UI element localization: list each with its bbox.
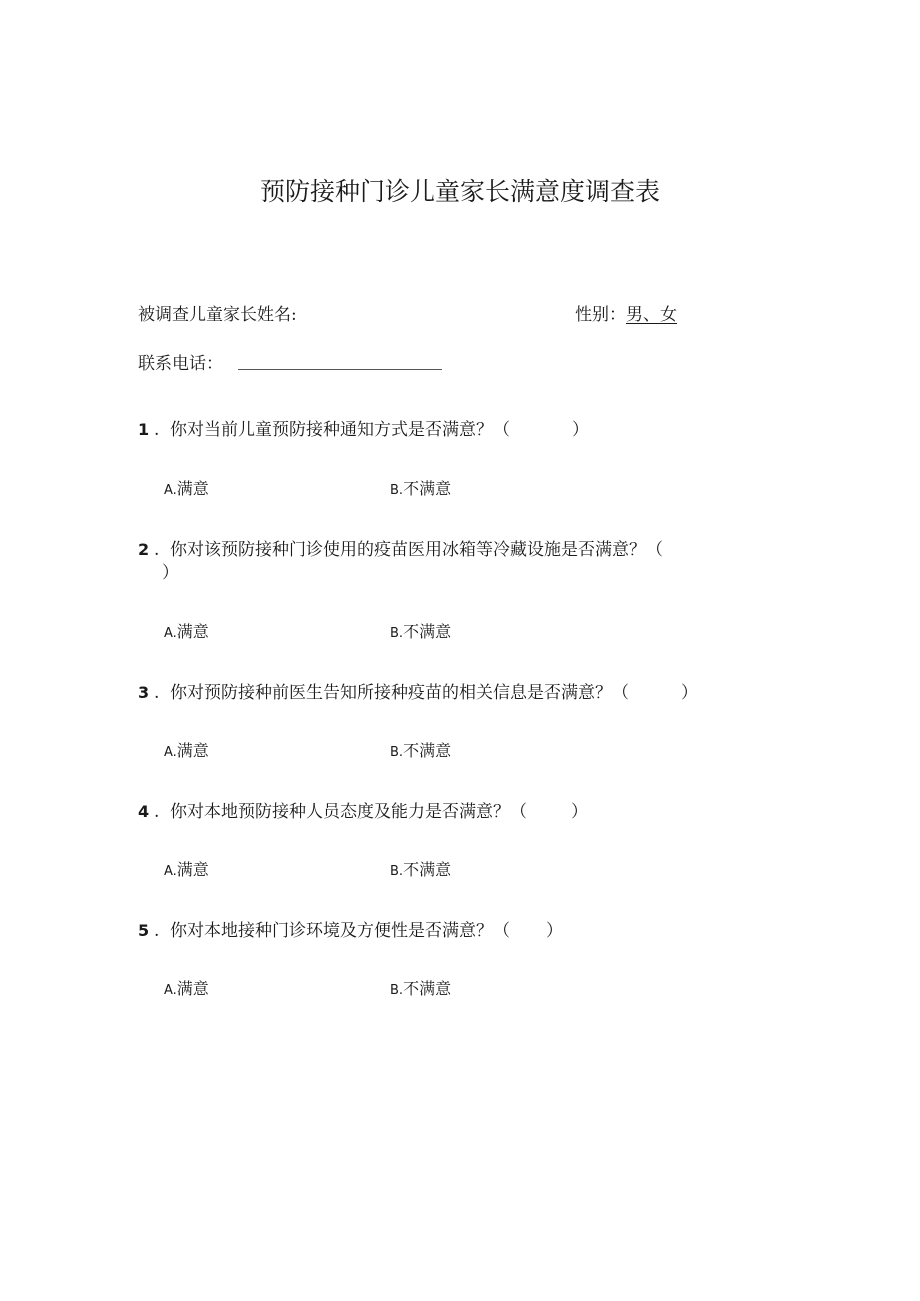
question-1-option-b[interactable]: B.不满意 <box>390 479 452 498</box>
phone-label: 联系电话： <box>138 354 223 374</box>
question-3: 3 . 你对预防接种前医生告知所接种疫苗的相关信息是否满意？（ ） <box>138 683 698 703</box>
question-2-close[interactable]: ） <box>162 563 179 583</box>
question-4-option-b[interactable]: B.不满意 <box>390 860 452 879</box>
respondent-name-field[interactable] <box>138 300 297 325</box>
question-3-option-b[interactable]: B.不满意 <box>390 741 452 760</box>
question-4: 4 . 你对本地预防接种人员态度及能力是否满意？（ ） <box>138 802 588 822</box>
page-title: 预防接种门诊儿童家长满意度调查表 <box>259 177 660 206</box>
question-number: 2 <box>138 540 150 559</box>
question-number: 1 <box>138 420 150 439</box>
question-text: 你对该预防接种门诊使用的疫苗医用冰箱等冷藏设施是否满意？（ <box>170 540 663 560</box>
question-3-option-a[interactable]: A.满意 <box>164 741 209 760</box>
question-text: 你对本地接种门诊环境及方便性是否满意？（ <box>170 921 510 941</box>
question-1-option-a[interactable]: A.满意 <box>164 479 209 498</box>
gender-label: 性别： <box>575 305 626 325</box>
phone-input-line[interactable] <box>238 369 442 370</box>
question-5-option-a[interactable]: A.满意 <box>164 979 209 998</box>
question-5: 5 . 你对本地接种门诊环境及方便性是否满意？（ ） <box>138 921 563 941</box>
question-text: 你对预防接种前医生告知所接种疫苗的相关信息是否满意？（ <box>170 683 629 703</box>
question-number: 3 <box>138 683 150 702</box>
question-2: 2 . 你对该预防接种门诊使用的疫苗医用冰箱等冷藏设施是否满意？（ <box>138 540 663 560</box>
phone-field <box>138 349 223 374</box>
question-5-option-b[interactable]: B.不满意 <box>390 979 452 998</box>
question-number: 4 <box>138 802 150 821</box>
question-number: 5 <box>138 921 150 940</box>
question-1: 1 . 你对当前儿童预防接种通知方式是否满意？（ ） <box>138 420 589 440</box>
question-text: 你对当前儿童预防接种通知方式是否满意？（ <box>170 420 510 440</box>
question-4-option-a[interactable]: A.满意 <box>164 860 209 879</box>
question-text: 你对本地预防接种人员态度及能力是否满意？（ <box>170 802 527 822</box>
gender-field <box>575 300 677 325</box>
question-2-option-b[interactable]: B.不满意 <box>390 622 452 641</box>
question-2-option-a[interactable]: A.满意 <box>164 622 209 641</box>
gender-options[interactable]: 男、女 <box>626 305 677 325</box>
respondent-name-label: 被调查儿童家长姓名: <box>138 305 297 325</box>
